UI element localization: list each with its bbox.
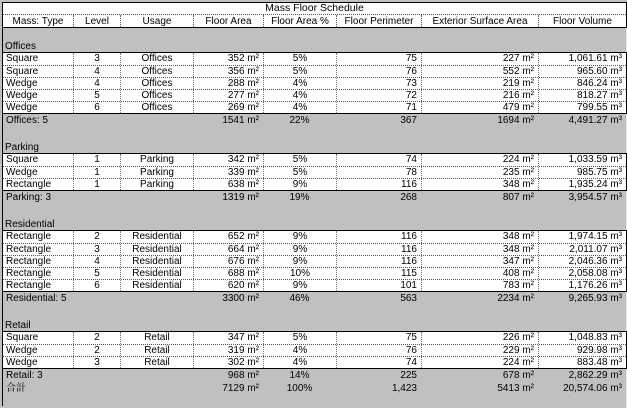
- cell[interactable]: Square: [6, 66, 39, 77]
- cell[interactable]: 818.27 m³: [538, 90, 626, 101]
- cell[interactable]: 76: [336, 345, 421, 356]
- cell[interactable]: Rectangle: [6, 179, 52, 190]
- cell: 2,862.29 m³: [568, 370, 622, 381]
- cell[interactable]: 9%: [263, 256, 336, 267]
- cell[interactable]: 116: [336, 179, 421, 190]
- cell[interactable]: Offices: [120, 90, 193, 101]
- section-rows-box: [2, 331, 627, 369]
- cell[interactable]: 929.98 m³: [538, 345, 626, 356]
- cell[interactable]: 9%: [263, 280, 336, 291]
- section-parking: [2, 139, 627, 204]
- cell[interactable]: 116: [336, 256, 421, 267]
- cell[interactable]: 342 m²: [193, 154, 263, 166]
- section-offices: [2, 38, 627, 127]
- cell[interactable]: 4%: [263, 90, 336, 101]
- section-subtotal-row: [3, 114, 626, 127]
- column-header-mass-type: Mass: Type: [12, 16, 64, 27]
- cell[interactable]: Rectangle: [6, 256, 52, 267]
- cell[interactable]: 1,935.24 m³: [538, 179, 626, 190]
- cell: 1694 m²: [497, 115, 534, 126]
- cell[interactable]: Residential: [120, 280, 193, 291]
- cell: 1,423: [391, 383, 417, 394]
- cell[interactable]: 676 m²: [193, 256, 263, 267]
- grand-total-row: [3, 382, 626, 395]
- cell[interactable]: 75: [336, 53, 421, 65]
- cell[interactable]: 2: [73, 332, 120, 344]
- cell[interactable]: 4: [73, 66, 120, 77]
- cell[interactable]: 235 m²: [421, 167, 538, 178]
- cell[interactable]: Square: [6, 53, 39, 64]
- table-row: [3, 101, 626, 113]
- cell: 100%: [286, 383, 313, 394]
- cell: 968 m²: [227, 370, 259, 381]
- cell[interactable]: 347 m²: [193, 332, 263, 344]
- section-group-label: Parking: [5, 142, 39, 153]
- cell[interactable]: Wedge: [6, 90, 38, 101]
- cell: [73, 191, 120, 204]
- cell[interactable]: 76: [336, 66, 421, 77]
- cell[interactable]: 352 m²: [193, 53, 263, 65]
- cell[interactable]: 408 m²: [421, 268, 538, 279]
- cell: [73, 114, 120, 127]
- cell[interactable]: 652 m²: [193, 231, 263, 243]
- cell[interactable]: Wedge: [6, 102, 38, 113]
- section-group-label: Retail: [5, 320, 31, 331]
- column-header-floor-area-pct: Floor Area %: [263, 15, 336, 27]
- cell[interactable]: Wedge: [6, 357, 38, 368]
- cell: 807 m²: [502, 192, 534, 203]
- cell[interactable]: 965.60 m³: [538, 66, 626, 77]
- cell[interactable]: 5: [73, 90, 120, 101]
- cell: 225: [400, 370, 417, 381]
- column-header-level: Level: [73, 15, 120, 27]
- table-row: [3, 356, 626, 368]
- cell[interactable]: 216 m²: [421, 90, 538, 101]
- column-header-floor-perimeter: Floor Perimeter: [336, 15, 421, 27]
- cell[interactable]: 883.48 m³: [538, 357, 626, 368]
- cell[interactable]: Parking: [120, 167, 193, 178]
- cell[interactable]: 1: [73, 179, 120, 190]
- cell: 20,574.06 m³: [563, 383, 622, 394]
- cell: Offices: 5: [6, 115, 49, 126]
- section-rows-box: [2, 52, 627, 114]
- cell[interactable]: Rectangle: [6, 268, 52, 279]
- cell[interactable]: 664 m²: [193, 244, 263, 255]
- cell: Residential: 5: [6, 293, 67, 304]
- cell: 563: [400, 293, 417, 304]
- cell[interactable]: 319 m²: [193, 345, 263, 356]
- cell[interactable]: 5: [73, 268, 120, 279]
- cell[interactable]: 302 m²: [193, 357, 263, 368]
- cell[interactable]: 288 m²: [193, 78, 263, 89]
- cell[interactable]: 219 m²: [421, 78, 538, 89]
- cell[interactable]: 115: [336, 268, 421, 279]
- section-subtotal-row: [3, 191, 626, 204]
- cell[interactable]: 74: [336, 357, 421, 368]
- cell: [120, 369, 193, 382]
- cell[interactable]: 5%: [263, 167, 336, 178]
- cell[interactable]: Residential: [120, 256, 193, 267]
- cell[interactable]: Rectangle: [6, 244, 52, 255]
- cell[interactable]: 3: [73, 244, 120, 255]
- cell[interactable]: 1,048.83 m³: [538, 332, 626, 344]
- cell[interactable]: 552 m²: [421, 66, 538, 77]
- cell[interactable]: Square: [6, 154, 39, 165]
- cell[interactable]: 4%: [263, 357, 336, 368]
- cell: 46%: [289, 293, 310, 304]
- cell[interactable]: 227 m²: [421, 53, 538, 65]
- cell[interactable]: 1,974.15 m³: [538, 231, 626, 243]
- cell: [120, 382, 193, 395]
- cell[interactable]: 348 m²: [421, 231, 538, 243]
- cell: 1319 m²: [222, 192, 259, 203]
- cell[interactable]: Rectangle: [6, 280, 52, 291]
- table-row: [3, 255, 626, 267]
- table-row: [3, 154, 626, 166]
- cell[interactable]: 226 m²: [421, 332, 538, 344]
- cell[interactable]: Offices: [120, 53, 193, 65]
- cell[interactable]: 1,061.61 m³: [538, 53, 626, 65]
- cell: 9,265.93 m³: [568, 293, 622, 304]
- schedule-title: Mass Floor Schedule: [265, 2, 364, 14]
- cell: Parking: 3: [6, 192, 52, 203]
- cell[interactable]: 3: [73, 357, 120, 368]
- cell: 19%: [289, 192, 310, 203]
- table-row: [3, 332, 626, 344]
- cell[interactable]: 688 m²: [193, 268, 263, 279]
- cell[interactable]: 4%: [263, 345, 336, 356]
- section-retail: [2, 317, 627, 382]
- schedule-header-block: [2, 2, 627, 28]
- cell[interactable]: Offices: [120, 66, 193, 77]
- cell[interactable]: Parking: [120, 179, 193, 190]
- column-header-row: [3, 14, 626, 27]
- cell: 678 m²: [502, 370, 534, 381]
- cell[interactable]: 4: [73, 256, 120, 267]
- table-row: [3, 344, 626, 356]
- cell[interactable]: 2: [73, 231, 120, 243]
- section-subtotal-row: [3, 369, 626, 382]
- header-gap: [2, 28, 627, 38]
- cell[interactable]: 348 m²: [421, 179, 538, 190]
- cell[interactable]: 1,176.26 m³: [538, 280, 626, 291]
- cell[interactable]: Residential: [120, 268, 193, 279]
- cell[interactable]: Wedge: [6, 345, 38, 356]
- table-row: [3, 231, 626, 243]
- cell[interactable]: 277 m²: [193, 90, 263, 101]
- cell[interactable]: 75: [336, 332, 421, 344]
- cell: [120, 191, 193, 204]
- table-row: [3, 178, 626, 190]
- cell[interactable]: 2,011.07 m³: [538, 244, 626, 255]
- cell[interactable]: 9%: [263, 244, 336, 255]
- cell[interactable]: 4%: [263, 102, 336, 113]
- cell: 22%: [289, 115, 310, 126]
- cell[interactable]: Retail: [120, 332, 193, 344]
- cell[interactable]: Residential: [120, 231, 193, 243]
- cell: 4,491.27 m³: [568, 115, 622, 126]
- cell[interactable]: 2,046.36 m³: [538, 256, 626, 267]
- cell: [120, 292, 193, 305]
- cell[interactable]: Retail: [120, 357, 193, 368]
- cell[interactable]: 116: [336, 244, 421, 255]
- cell[interactable]: 985.75 m³: [538, 167, 626, 178]
- column-header-floor-area: Floor Area: [193, 15, 263, 27]
- cell[interactable]: 5%: [263, 53, 336, 65]
- cell[interactable]: 6: [73, 280, 120, 291]
- cell[interactable]: Offices: [120, 78, 193, 89]
- mass-floor-schedule: [2, 2, 627, 408]
- cell[interactable]: 4%: [263, 78, 336, 89]
- table-row: [3, 243, 626, 255]
- section-group-label: Offices: [5, 41, 36, 52]
- cell[interactable]: 9%: [263, 231, 336, 243]
- cell[interactable]: 638 m²: [193, 179, 263, 190]
- cell[interactable]: 846.24 m³: [538, 78, 626, 89]
- table-row: [3, 89, 626, 101]
- cell[interactable]: 78: [336, 167, 421, 178]
- cell[interactable]: 479 m²: [421, 102, 538, 113]
- cell: [73, 382, 120, 395]
- cell[interactable]: 73: [336, 78, 421, 89]
- cell[interactable]: 348 m²: [421, 244, 538, 255]
- cell: 367: [400, 115, 417, 126]
- cell[interactable]: 1,033.59 m³: [538, 154, 626, 166]
- cell[interactable]: 116: [336, 231, 421, 243]
- cell: 14%: [289, 370, 310, 381]
- section-subtotal-row: [3, 292, 626, 305]
- cell[interactable]: 71: [336, 102, 421, 113]
- cell[interactable]: 5%: [263, 154, 336, 166]
- section-rows-box: [2, 230, 627, 292]
- cell[interactable]: 1: [73, 154, 120, 166]
- cell: 1541 m²: [222, 115, 259, 126]
- cell[interactable]: 101: [336, 280, 421, 291]
- cell: [73, 292, 120, 305]
- cell[interactable]: 5%: [263, 332, 336, 344]
- cell: 3300 m²: [222, 293, 259, 304]
- cell: 合計: [6, 383, 26, 394]
- cell[interactable]: 356 m²: [193, 66, 263, 77]
- table-row: [3, 65, 626, 77]
- cell[interactable]: 6: [73, 102, 120, 113]
- cell[interactable]: Wedge: [6, 78, 38, 89]
- cell[interactable]: Offices: [120, 102, 193, 113]
- section-residential: [2, 216, 627, 305]
- cell[interactable]: Rectangle: [6, 231, 52, 242]
- cell[interactable]: 269 m²: [193, 102, 263, 113]
- cell: 3,954.57 m³: [568, 192, 622, 203]
- table-row: [3, 77, 626, 89]
- cell[interactable]: 1: [73, 167, 120, 178]
- cell: 5413 m²: [497, 383, 534, 394]
- cell[interactable]: 4: [73, 78, 120, 89]
- column-header-usage: Usage: [120, 15, 193, 27]
- cell: 268: [400, 192, 417, 203]
- cell[interactable]: 10%: [263, 268, 336, 279]
- cell[interactable]: 620 m²: [193, 280, 263, 291]
- cell: [73, 369, 120, 382]
- cell[interactable]: 9%: [263, 179, 336, 190]
- cell: 7129 m²: [222, 383, 259, 394]
- cell[interactable]: 3: [73, 53, 120, 65]
- cell[interactable]: 5%: [263, 66, 336, 77]
- table-row: [3, 279, 626, 291]
- section-rows-box: [2, 153, 627, 191]
- cell[interactable]: Wedge: [6, 167, 38, 178]
- cell[interactable]: 72: [336, 90, 421, 101]
- cell[interactable]: Retail: [120, 345, 193, 356]
- table-row: [3, 166, 626, 178]
- cell[interactable]: Residential: [120, 244, 193, 255]
- cell[interactable]: 347 m²: [421, 256, 538, 267]
- table-row: [3, 267, 626, 279]
- column-header-exterior-surface-area: Exterior Surface Area: [421, 15, 538, 27]
- cell[interactable]: 799.55 m³: [538, 102, 626, 113]
- cell[interactable]: 224 m²: [421, 357, 538, 368]
- cell[interactable]: 224 m²: [421, 154, 538, 166]
- cell: [120, 114, 193, 127]
- cell[interactable]: Parking: [120, 154, 193, 166]
- cell[interactable]: Square: [6, 332, 39, 343]
- cell[interactable]: 2,058.08 m³: [538, 268, 626, 279]
- section-group-label: Residential: [5, 219, 55, 230]
- cell[interactable]: 229 m²: [421, 345, 538, 356]
- cell: 2234 m²: [497, 293, 534, 304]
- cell[interactable]: 783 m²: [421, 280, 538, 291]
- cell: Retail: 3: [6, 370, 43, 381]
- cell[interactable]: 2: [73, 345, 120, 356]
- cell[interactable]: 74: [336, 154, 421, 166]
- table-row: [3, 53, 626, 65]
- cell[interactable]: 339 m²: [193, 167, 263, 178]
- schedule-body: [2, 38, 627, 395]
- column-header-floor-volume: Floor Volume: [538, 15, 626, 27]
